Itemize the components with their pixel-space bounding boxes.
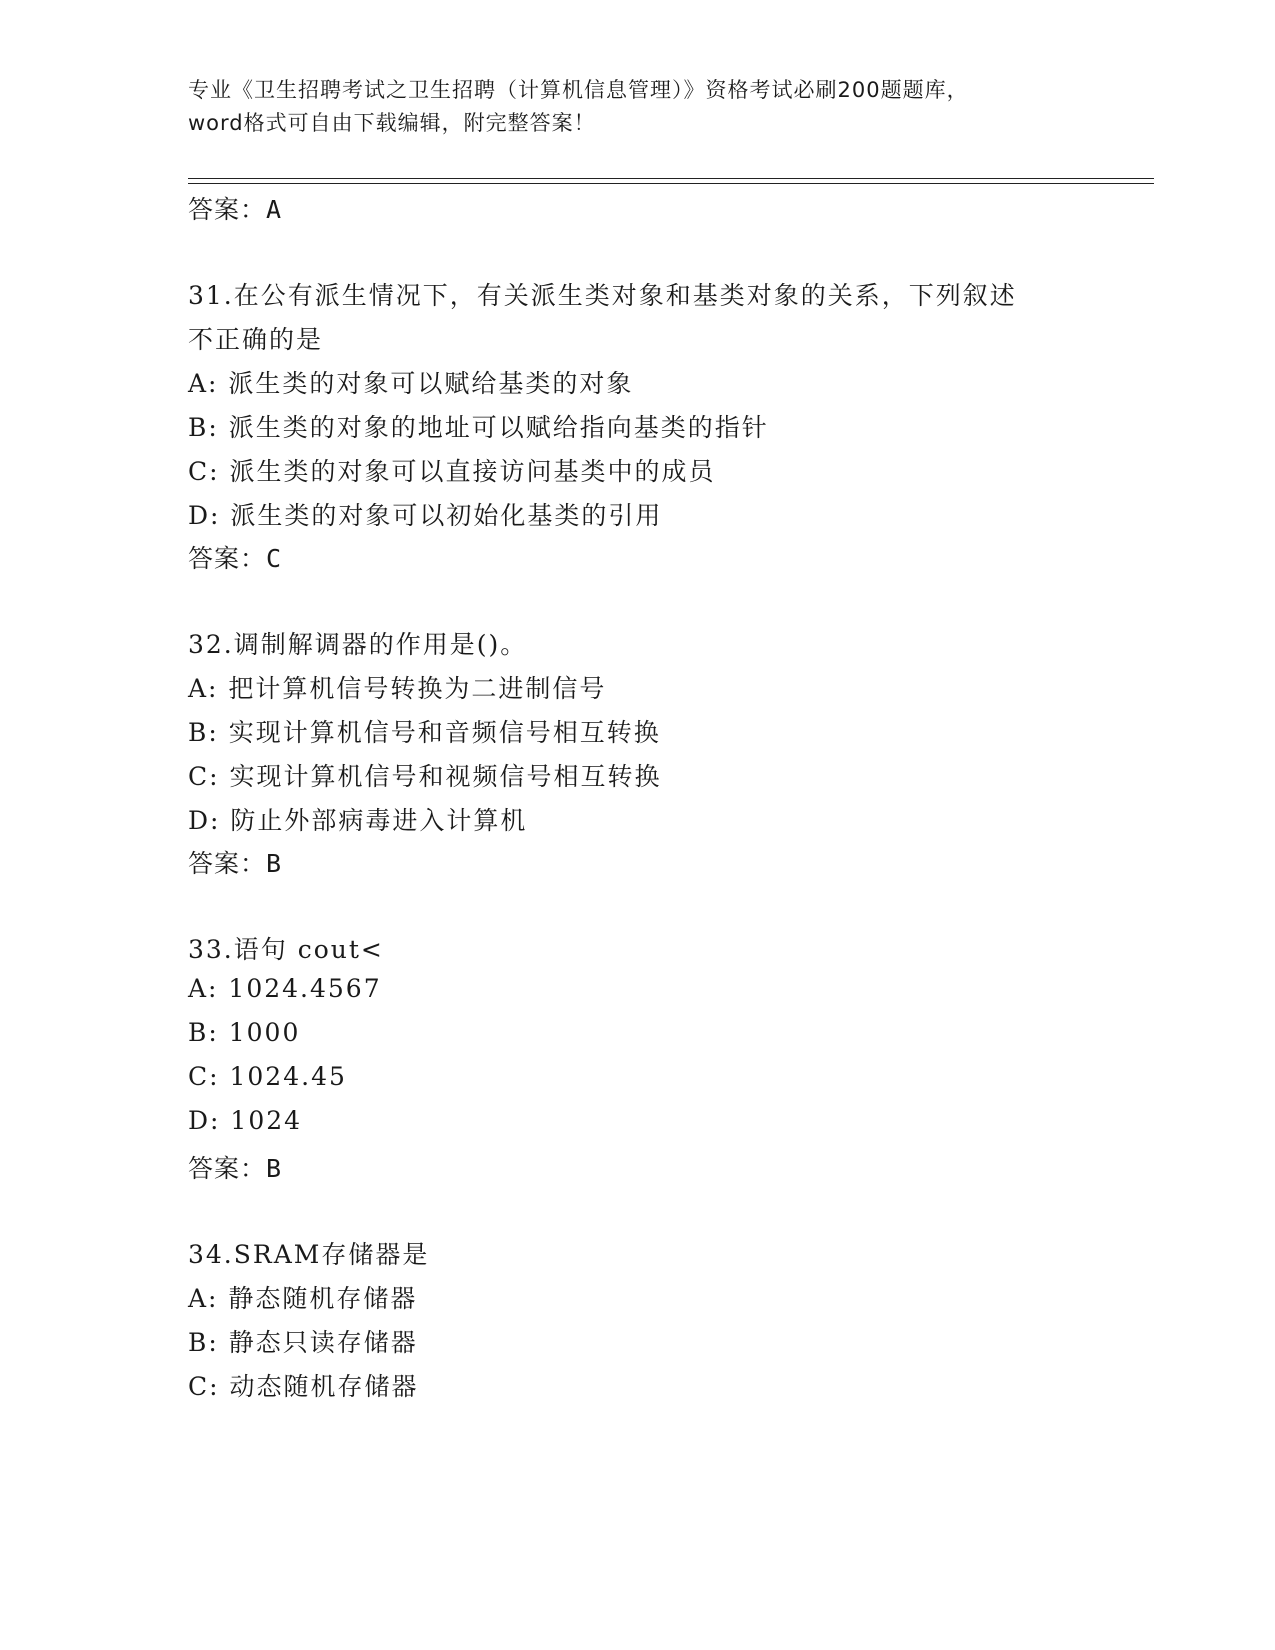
question-33-option-d: D: 1024 bbox=[188, 1106, 303, 1135]
header-line-1: 专业《卫生招聘考试之卫生招聘（计算机信息管理）》资格考试必刷200题题库， bbox=[188, 78, 969, 102]
question-33-answer bbox=[188, 1149, 282, 1185]
answer-label: 答案： bbox=[188, 195, 267, 224]
question-31-answer bbox=[188, 539, 282, 575]
question-33-option-b: B: 1000 bbox=[188, 1018, 301, 1047]
question-31-option-b: B: 派生类的对象的地址可以赋给指向基类的指针 bbox=[188, 413, 769, 442]
header-divider-top bbox=[188, 178, 1154, 179]
answer-value: A bbox=[266, 195, 283, 224]
question-31-option-c: C: 派生类的对象可以直接访问基类中的成员 bbox=[188, 457, 716, 486]
answer-label: 答案： bbox=[188, 849, 267, 878]
question-31-option-d: D: 派生类的对象可以初始化基类的引用 bbox=[188, 501, 663, 530]
question-31-stem-line-2: 不正确的是 bbox=[188, 325, 324, 354]
question-32-answer bbox=[188, 844, 282, 880]
answer-value: B bbox=[266, 1154, 283, 1183]
answer-value: C bbox=[266, 544, 283, 573]
answer-label: 答案： bbox=[188, 544, 267, 573]
question-34-stem: 34.SRAM存储器是 bbox=[188, 1240, 430, 1269]
question-33-option-a: A: 1024.4567 bbox=[188, 974, 382, 1003]
question-34-option-c: C: 动态随机存储器 bbox=[188, 1372, 419, 1401]
question-34-option-b: B: 静态只读存储器 bbox=[188, 1328, 418, 1357]
question-32-option-b: B: 实现计算机信号和音频信号相互转换 bbox=[188, 718, 661, 747]
question-34-option-a: A: 静态随机存储器 bbox=[188, 1284, 418, 1313]
answer-value: B bbox=[266, 849, 283, 878]
question-32-option-c: C: 实现计算机信号和视频信号相互转换 bbox=[188, 762, 662, 791]
header-line-2: word格式可自由下载编辑，附完整答案！ bbox=[188, 111, 596, 135]
question-33-stem: 33.语句 cout< bbox=[188, 935, 384, 964]
question-32-option-d: D: 防止外部病毒进入计算机 bbox=[188, 806, 528, 835]
question-31-option-a: A: 派生类的对象可以赋给基类的对象 bbox=[188, 369, 634, 398]
question-32-option-a: A: 把计算机信号转换为二进制信号 bbox=[188, 674, 607, 703]
question-31-stem-line-1: 31.在公有派生情况下，有关派生类对象和基类对象的关系，下列叙述 bbox=[188, 281, 1017, 310]
answer-line-prev bbox=[188, 190, 282, 226]
question-33-option-c: C: 1024.45 bbox=[188, 1062, 347, 1091]
header-divider-bottom bbox=[188, 183, 1154, 184]
question-32-stem: 32.调制解调器的作用是()。 bbox=[188, 630, 528, 659]
answer-label: 答案： bbox=[188, 1154, 267, 1183]
document-header bbox=[188, 74, 1088, 140]
